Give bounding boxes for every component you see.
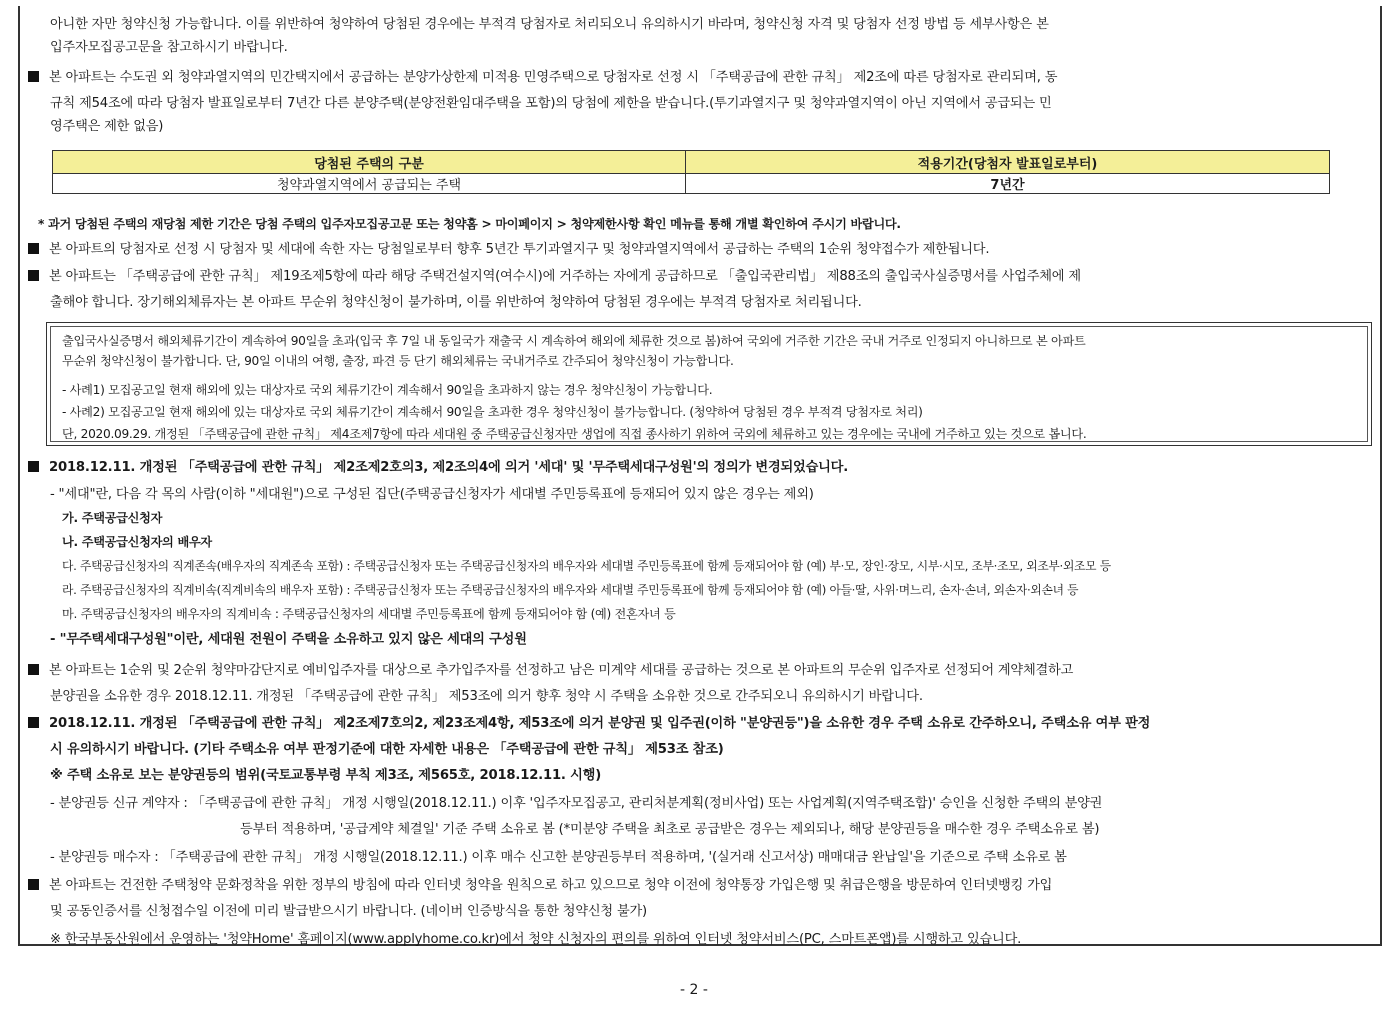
table-header-cell: 당첨된 주택의 구분 — [53, 151, 686, 174]
text-line: - 분양권등 매수자 : 「주택공급에 관한 규칙」 개정 시행일(2018.12.11.) 이후 매수 신고한 분양권등부터 적용하며, '(실거래 신고서상) 매매대금 완납일'을 기준으로 주택 소유로 봄 — [50, 850, 1067, 865]
bullet-paragraph — [28, 878, 1052, 894]
list-item: 마. 주택공급신청자의 배우자의 직계비속 : 주택공급신청자의 세대별 주민등록표에 함께 등재되어야 함 (예) 전혼자녀 등 — [62, 607, 676, 621]
text-line: 본 아파트는 수도권 외 청약과열지역의 민간택지에서 공급하는 분양가상한제 미적용 민영주택으로 당첨자로 선정 시 「주택공급에 관한 규칙」 제2조에 따른 당첨자로 관리되며, 동 — [49, 70, 1058, 85]
text-line: - "세대"란, 다음 각 목의 사람(이하 "세대원")으로 구성된 집단(주택공급신청자가 세대별 주민등록표에 등재되어 있지 않은 경우는 제외) — [50, 487, 814, 502]
text-line: 입주자모집공고문을 참고하시기 바랍니다. — [50, 40, 288, 55]
list-item: 나. 주택공급신청자의 배우자 — [62, 535, 212, 549]
square-bullet-icon — [28, 664, 39, 675]
text-line: 등부터 적용하며, '공급계약 체결일' 기준 주택 소유로 봄 (*미분양 주택을 최초로 공급받은 경우는 제외되나, 해당 분양권등을 매수한 경우 주택소유로 봄) — [240, 822, 1100, 837]
bullet-paragraph — [28, 70, 1057, 86]
list-item: 다. 주택공급신청자의 직계존속(배우자의 직계존속 포함) : 주택공급신청자 또는 주택공급신청자의 배우자와 세대별 주민등록표에 함께 등재되어야 함 (예) 부·모, 장인·장모, 시부·시모, 조부·조모, 외조부·외조모 등 — [62, 559, 1111, 573]
text-line: 시 유의하시기 바랍니다. (기타 주택소유 여부 판정기준에 대한 자세한 내용은 「주택공급에 관한 규칙」 제53조 참조) — [50, 742, 724, 757]
table-cell: 청약과열지역에서 공급되는 주택 — [53, 174, 686, 194]
text-line: 2018.12.11. 개정된 「주택공급에 관한 규칙」 제2조제2호의3, 제2조의4에 의거 '세대' 및 '무주택세대구성원'의 정의가 변경되었습니다. — [49, 460, 849, 475]
square-bullet-icon — [28, 461, 39, 472]
square-bullet-icon — [28, 717, 39, 728]
bullet-paragraph — [28, 269, 1081, 285]
box-line: 출입국사실증명서 해외체류기간이 계속하여 90일을 초과(입국 후 7일 내 동일국가 재출국 시 계속하여 해외에 체류한 것으로 봄)하여 국외에 거주한 기간은 국내 거주로 인정되지 아니하므로 본 아파트 — [62, 334, 1086, 348]
text-line: 및 공동인증서를 신청접수일 이전에 미리 발급받으시기 바랍니다. (네이버 인증방식을 통한 청약신청 불가) — [50, 904, 647, 919]
bullet-paragraph — [28, 460, 848, 476]
page-number: - 2 - — [680, 982, 708, 998]
square-bullet-icon — [28, 270, 39, 281]
text-line: ※ 주택 소유로 보는 분양권등의 범위(국토교통부령 부칙 제3조, 제565호, 2018.12.11. 시행) — [50, 768, 602, 783]
restriction-table — [52, 150, 1330, 194]
text-line: 아니한 자만 청약신청 가능합니다. 이를 위반하여 청약하여 당첨된 경우에는 부적격 당첨자로 처리되오니 유의하시기 바라며, 청약신청 자격 및 당첨자 선정 방법 등 세부사항은 본 — [50, 17, 1049, 32]
text-line: - "무주택세대구성원"이란, 세대원 전원이 주택을 소유하고 있지 않은 세대의 구성원 — [50, 632, 527, 647]
note-line: * 과거 당첨된 주택의 재당첨 제한 기간은 당첨 주택의 입주자모집공고문 또는 청약홈 > 마이페이지 > 청약제한사항 확인 메뉴를 통해 개별 확인하여 주시기 바랍니다. — [38, 217, 901, 231]
box-line: 무순위 청약신청이 불가합니다. 단, 90일 이내의 여행, 출장, 파견 등 단기 해외체류는 국내거주로 간주되어 청약신청이 가능합니다. — [62, 354, 734, 368]
list-item: 라. 주택공급신청자의 직계비속(직계비속의 배우자 포함) : 주택공급신청자 또는 주택공급신청자의 배우자와 세대별 주민등록표에 함께 등재되어야 함 (예) 아들·딸, 사위·며느리, 손자·손녀, 외손자·외손녀 등 — [62, 583, 1079, 597]
bullet-paragraph — [28, 663, 1073, 679]
text-line: 본 아파트는 1순위 및 2순위 청약마감단지로 예비입주자를 대상으로 추가입주자를 선정하고 남은 미계약 세대를 공급하는 것으로 본 아파트의 무순위 입주자로 선정되어 계약체결하고 — [49, 663, 1074, 678]
square-bullet-icon — [28, 71, 39, 82]
square-bullet-icon — [28, 879, 39, 890]
text-line: ※ 한국부동산원에서 운영하는 '청약Home' 홈페이지(www.applyhome.co.kr)에서 청약 신청자의 편의를 위하여 인터넷 청약서비스(PC, 스마트폰앱)를 시행하고 있습니다. — [50, 932, 1022, 947]
text-line: - 분양권등 신규 계약자 : 「주택공급에 관한 규칙」 개정 시행일(2018.12.11.) 이후 '입주자모집공고, 관리처분계획(정비사업) 또는 사업계획(지역주택조합)' 승인을 신청한 주택의 분양권 — [50, 796, 1103, 811]
text-line: 2018.12.11. 개정된 「주택공급에 관한 규칙」 제2조제7호의2, 제23조제4항, 제53조에 의거 분양권 및 입주권(이하 "분양권등")을 소유한 경우 주택 소유로 간주하오니, 주택소유 여부 판정 — [49, 716, 1151, 731]
table-header-cell: 적용기간(당첨자 발표일로부터) — [686, 151, 1330, 174]
box-line: 단, 2020.09.29. 개정된 「주택공급에 관한 규칙」 제4조제7항에 따라 세대원 중 주택공급신청자만 생업에 직접 종사하기 위하여 국외에 체류하고 있는 경우에는 국내에 거주하고 있는 것으로 봅니다. — [62, 427, 1087, 441]
text-line: 출해야 합니다. 장기해외체류자는 본 아파트 무순위 청약신청이 불가하며, 이를 위반하여 청약하여 당첨된 경우에는 부적격 당첨자로 처리됩니다. — [50, 295, 862, 310]
text-line: 본 아파트는 건전한 주택청약 문화정착을 위한 정부의 방침에 따라 인터넷 청약을 원칙으로 하고 있으므로 청약 이전에 청약통장 가입은행 및 취급은행을 방문하여 인터넷뱅킹 가입 — [49, 878, 1053, 893]
table-cell: 7년간 — [686, 174, 1330, 194]
text-line: 본 아파트는 「주택공급에 관한 규칙」 제19조제5항에 따라 해당 주택건설지역(여수시)에 거주하는 자에게 공급하므로 「출입국관리법」 제88조의 출입국사실증명서를 사업주체에 제 — [49, 269, 1081, 284]
list-item: 가. 주택공급신청자 — [62, 511, 163, 525]
text-line: 분양권을 소유한 경우 2018.12.11. 개정된 「주택공급에 관한 규칙」 제53조에 의거 향후 청약 시 주택을 소유한 것으로 간주되오니 유의하시기 바랍니다. — [50, 689, 923, 704]
text-line: 본 아파트의 당첨자로 선정 시 당첨자 및 세대에 속한 자는 당첨일로부터 향후 5년간 투기과열지구 및 청약과열지역에서 공급하는 주택의 1순위 청약접수가 제한됩니다. — [49, 242, 990, 257]
box-line: - 사례1) 모집공고일 현재 해외에 있는 대상자로 국외 체류기간이 계속해서 90일을 초과하지 않는 경우 청약신청이 가능합니다. — [62, 383, 713, 397]
text-line: 영주택은 제한 없음) — [50, 119, 164, 134]
table-header-row — [53, 151, 1330, 174]
box-line: - 사례2) 모집공고일 현재 해외에 있는 대상자로 국외 체류기간이 계속해서 90일을 초과한 경우 청약신청이 불가능합니다. (청약하여 당첨된 경우 부적격 당첨자로 처리) — [62, 405, 923, 419]
table-row — [53, 174, 1330, 194]
text-line: 규칙 제54조에 따라 당첨자 발표일로부터 7년간 다른 분양주택(분양전환임대주택을 포함)의 당첨에 제한을 받습니다.(투기과열지구 및 청약과열지역이 아닌 지역에서 공급되는 민 — [50, 96, 1052, 111]
bullet-paragraph — [28, 716, 1150, 732]
square-bullet-icon — [28, 243, 39, 254]
bullet-paragraph — [28, 242, 989, 258]
